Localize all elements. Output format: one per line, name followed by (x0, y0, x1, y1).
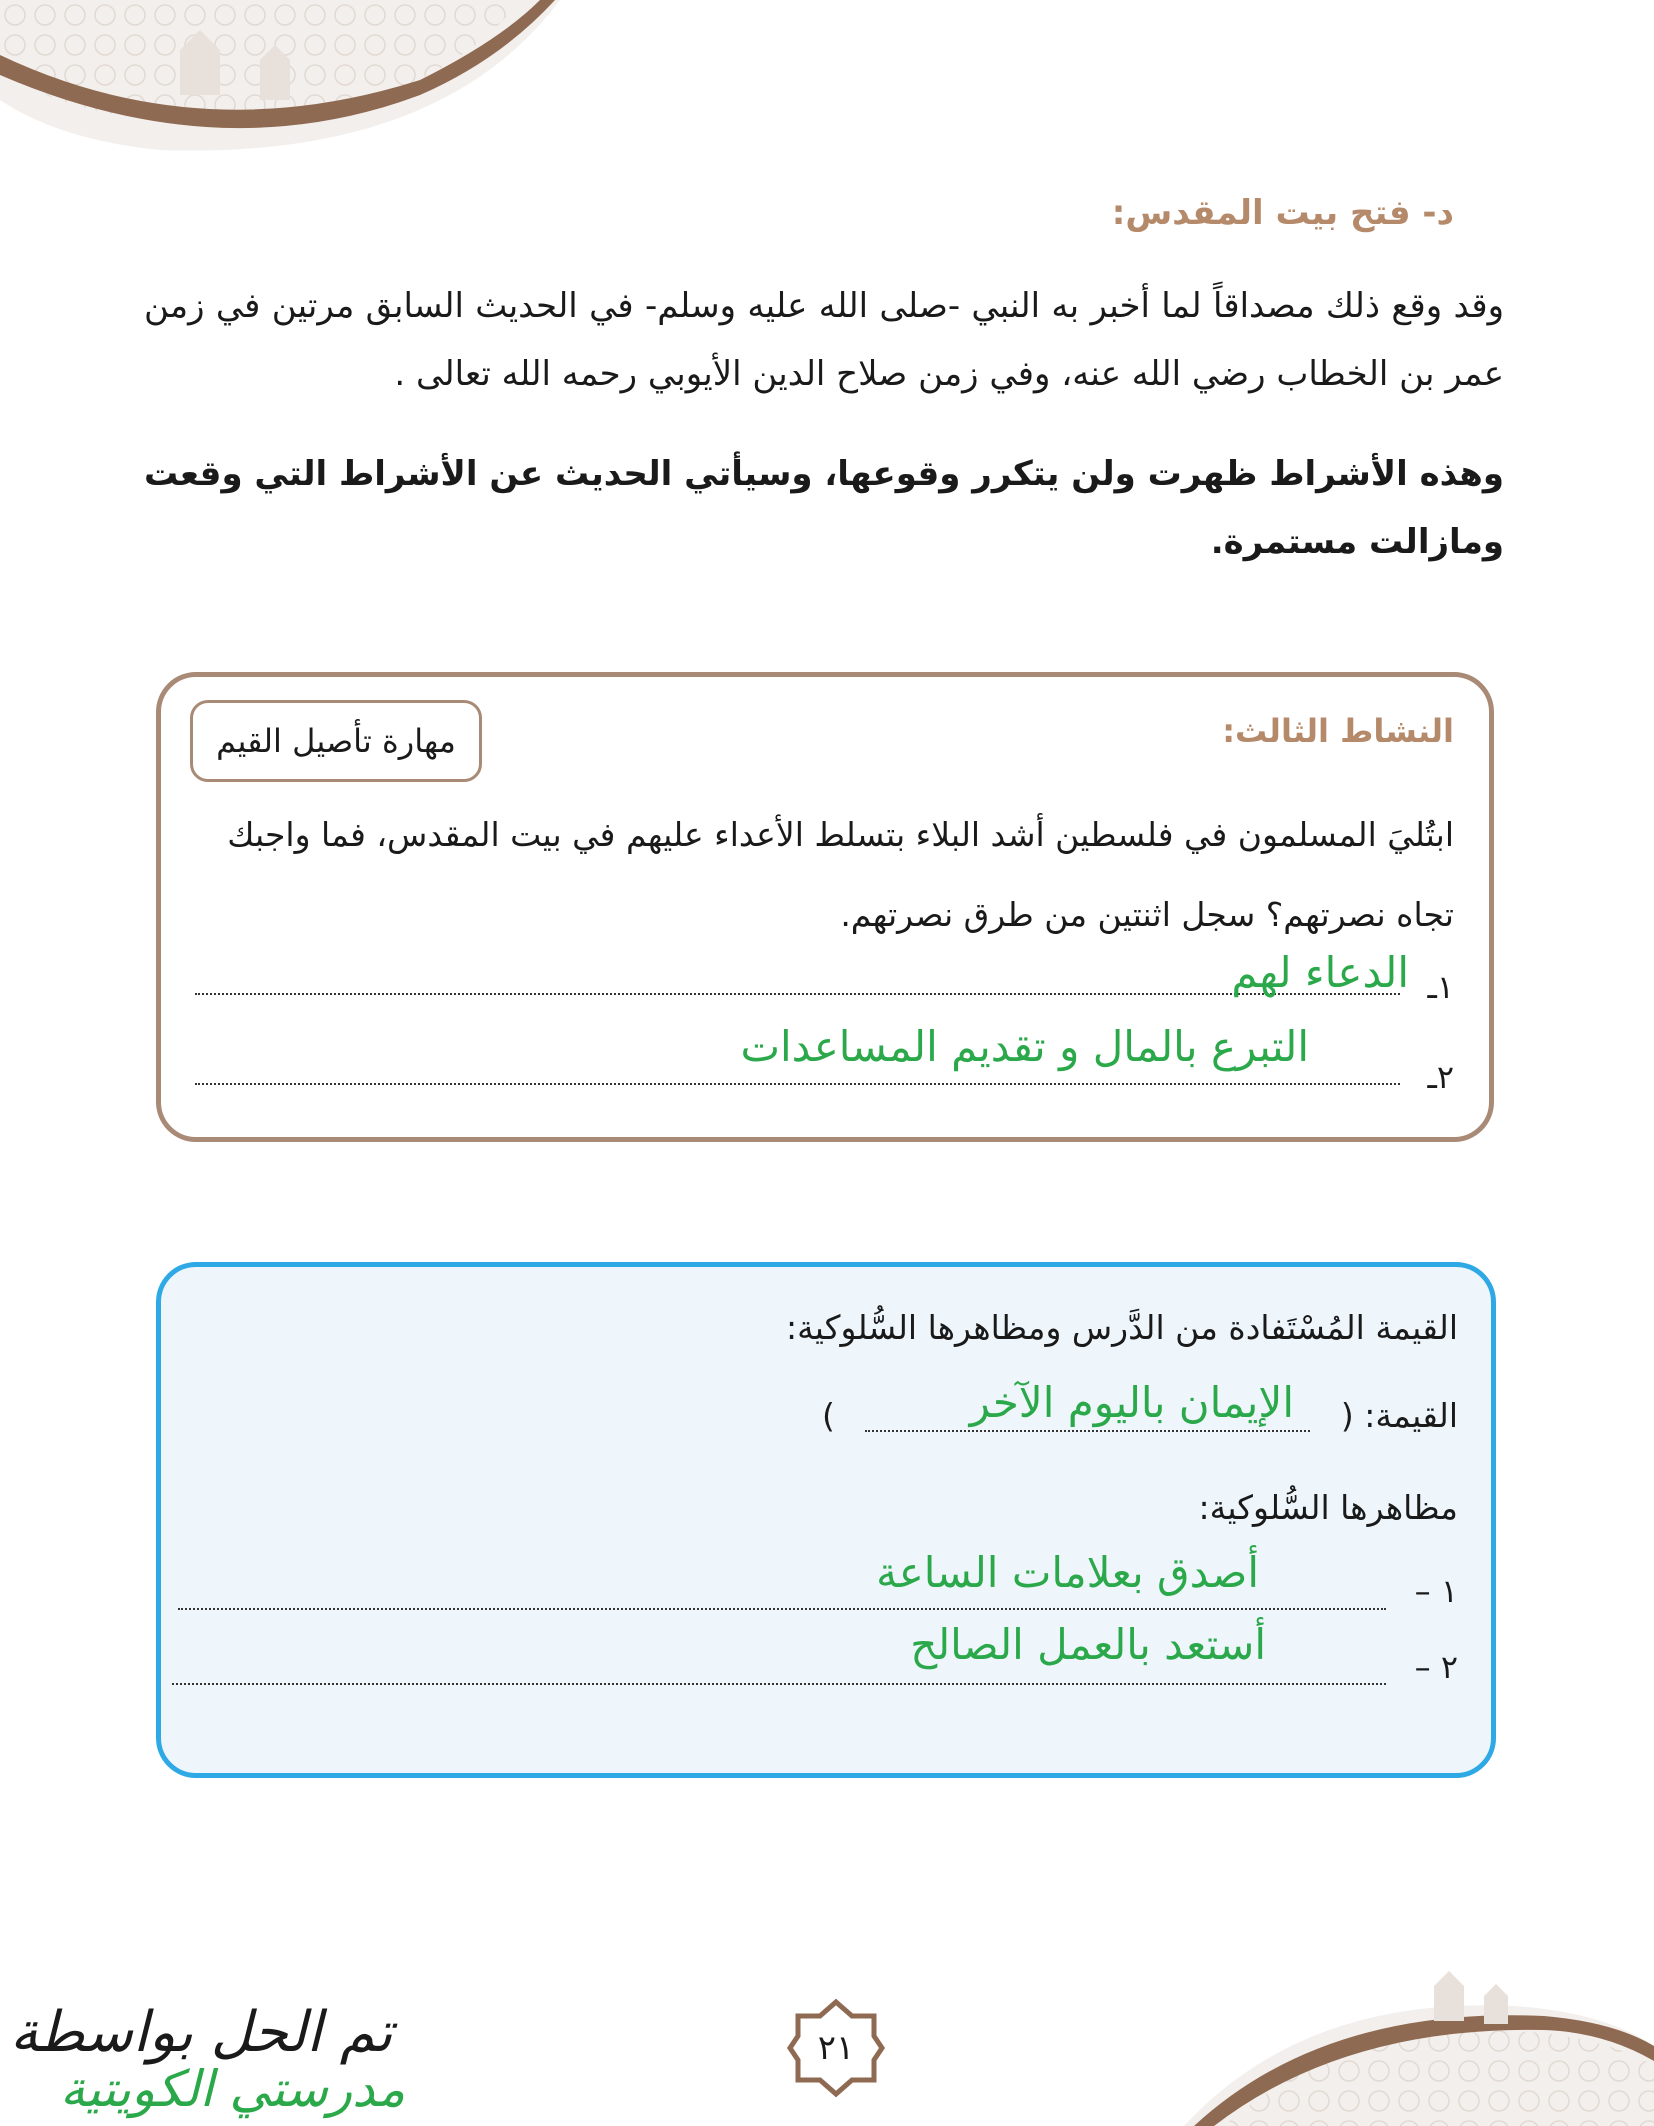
skill-badge: مهارة تأصيل القيم (190, 700, 482, 782)
value-label: القيمة: ( (1340, 1396, 1458, 1435)
page-number: ٢١ (817, 2028, 855, 2068)
behavior-1-line[interactable] (178, 1608, 1386, 1610)
activity-item-2-answer: التبرع بالمال و تقديم المساعدات (740, 1022, 1309, 1071)
activity-item-1-answer: الدعاء لهم (1231, 948, 1409, 997)
bottom-corner-ornament (1184, 1966, 1654, 2126)
behavior-2-answer: أستعد بالعمل الصالح (910, 1620, 1266, 1669)
section-heading: د- فتح بيت المقدس: (1111, 193, 1454, 233)
activity-item-1-number: ١ـ (1427, 968, 1454, 1006)
value-answer: الإيمان باليوم الآخر (969, 1378, 1294, 1427)
top-corner-ornament (0, 0, 560, 160)
signature-line-2: مدرستي الكويتية (60, 2060, 406, 2118)
value-line[interactable] (865, 1430, 1310, 1432)
paragraph-2: وهذه الأشراط ظهرت ولن يتكرر وقوعها، وسيأتي الحديث عن الأشراط التي وقعت ومازالت مستمرة. (144, 454, 1504, 562)
signature-line-1: تم الحل بواسطة (10, 2000, 393, 2065)
activity-item-2-line[interactable] (195, 1083, 1400, 1085)
behaviors-label: مظاهرها السُّلوكية: (1198, 1488, 1458, 1527)
activity-item-1-line[interactable] (195, 993, 1400, 995)
activity-item-2-number: ٢ـ (1427, 1058, 1454, 1096)
activity-title: النشاط الثالث: (1222, 712, 1454, 750)
behavior-2-number: ٢ – (1414, 1648, 1458, 1686)
paragraph-1: وقد وقع ذلك مصداقاً لما أخبر به النبي -صلى الله عليه وسلم- في الحديث السابق مرتين في زمن عمر بن الخطاب رضي الله عنه، وفي زمن صلاح الدين الأيوبي رحمه الله تعالى . (144, 286, 1504, 394)
behavior-1-answer: أصدق بعلامات الساعة (876, 1548, 1259, 1597)
activity-prompt: ابتُليَ المسلمون في فلسطين أشد البلاء بتسلط الأعداء عليهم في بيت المقدس، فما واجبك تجاه نصرتهم؟ سجل اثنتين من طرق نصرتهم. (227, 815, 1454, 934)
behavior-2-line[interactable] (172, 1683, 1386, 1685)
behavior-1-number: ١ – (1414, 1572, 1458, 1610)
values-heading: القيمة المُسْتَفادة من الدَّرس ومظاهرها السُّلوكية: (785, 1308, 1458, 1347)
value-close-paren: ) (822, 1396, 835, 1435)
page-number-badge (786, 1998, 886, 2098)
